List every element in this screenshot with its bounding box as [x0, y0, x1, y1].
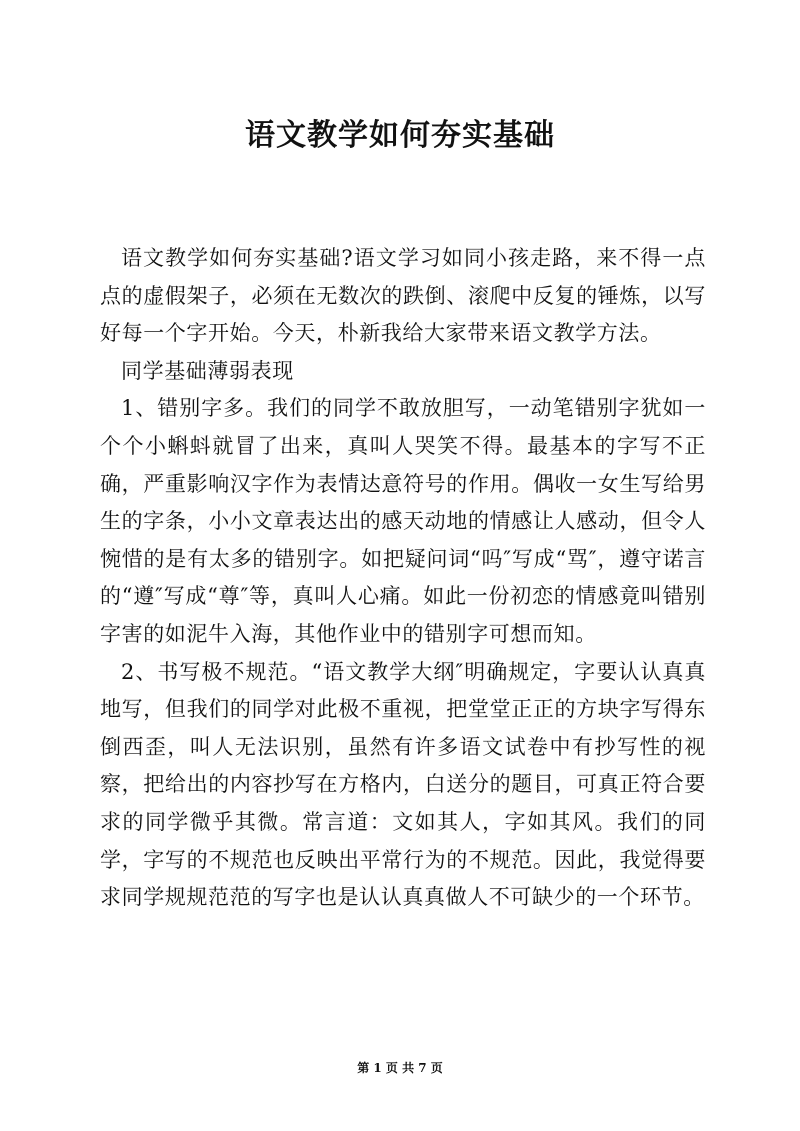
- document-body: [100, 240, 706, 917]
- point-1-paragraph: 1、错别字多。我们的同学不敢放胆写，一动笔错别字犹如一个个小蝌蚪就冒了出来，真叫人哭笑不得。最基本的字写不正确，严重影响汉字作为表情达意符号的作用。偶收一女生写给男生的字条，小小文章表达出的感天动地的情感让人感动，但令人惋惜的是有太多的错别字。如把疑问词“吗″写成“骂″，遵守诺言的“遵″写成“尊″等，真叫人心痛。如此一份初恋的情感竟叫错别字害的如泥牛入海，其他作业中的错别字可想而知。: [100, 396, 706, 646]
- document-title: 语文教学如何夯实基础: [245, 118, 555, 153]
- point-2-paragraph: 2、书写极不规范。“语文教学大纲″明确规定，字要认认真真地写，但我们的同学对此极不重视，把堂堂正正的方块字写得东倒西歪，叫人无法识别，虽然有许多语文试卷中有抄写性的视察，把给出的内容抄写在方格内，白送分的题目，可真正符合要求的同学微乎其微。常言道：文如其人，字如其风。我们的同学，字写的不规范也反映出平常行为的不规范。因此，我觉得要求同学规规范范的写字也是认认真真做人不可缺少的一个环节。: [100, 659, 706, 910]
- page-number-footer: 第 1 页 共 7 页: [357, 1061, 443, 1075]
- section-heading: 同学基础薄弱表现: [121, 358, 294, 383]
- intro-paragraph: 语文教学如何夯实基础?语文学习如同小孩走路，来不得一点点的虚假架子，必须在无数次的跌倒、滚爬中反复的锤炼，以写好每一个字开始。今天，朴新我给大家带来语文教学方法。: [100, 246, 706, 346]
